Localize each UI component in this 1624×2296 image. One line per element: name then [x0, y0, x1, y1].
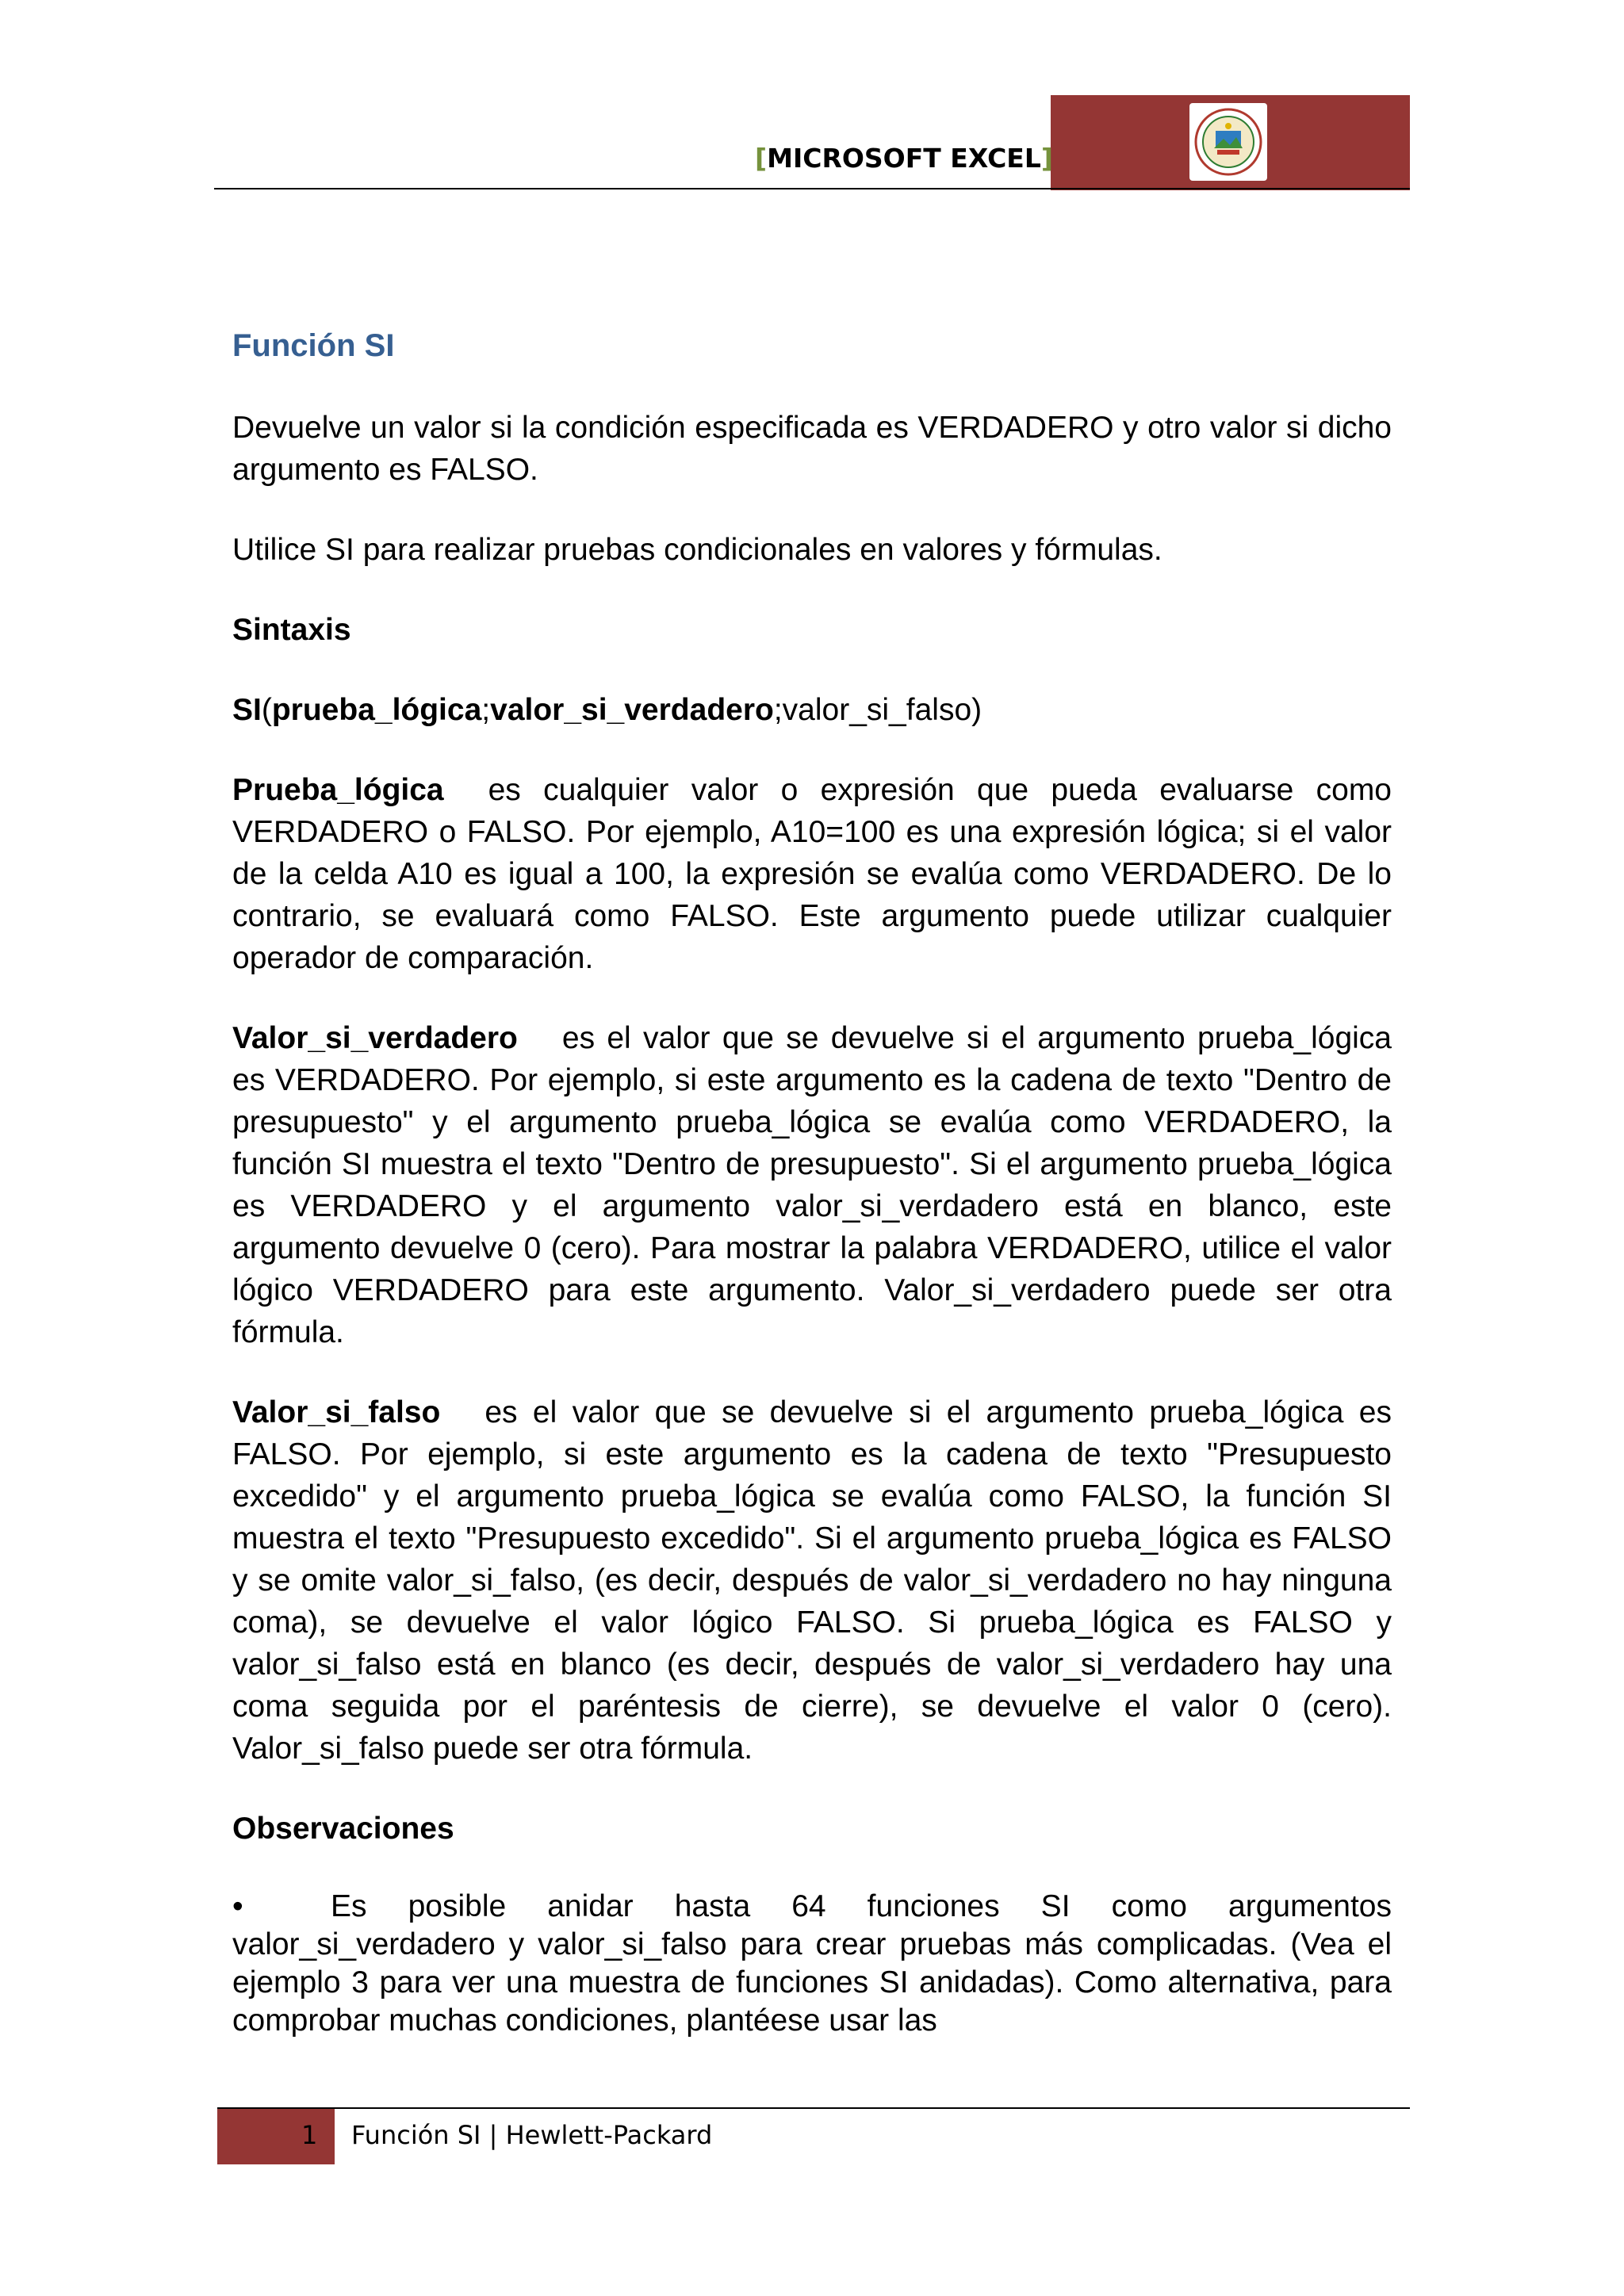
header-title: [MICROSOFT EXCEL]	[755, 143, 1053, 174]
bullet-icon: •	[232, 1889, 243, 1923]
observations-heading: Observaciones	[232, 1812, 454, 1846]
document-body	[232, 325, 1392, 2040]
footer-text: Función SI | Hewlett-Packard	[351, 2120, 713, 2150]
argument-prueba-logica	[232, 769, 1392, 979]
header-rule	[214, 188, 1410, 189]
argument-term: Prueba_lógica	[232, 773, 444, 807]
argument-valor-si-falso	[232, 1391, 1392, 1770]
syntax-line: SI(prueba_lógica;valor_si_verdadero;valor_si_falso)	[232, 693, 982, 727]
syntax-heading: Sintaxis	[232, 613, 351, 647]
page-title: Función SI	[232, 328, 395, 363]
argument-description: es el valor que se devuelve si el argumento prueba_lógica es VERDADERO. Por ejemplo, si este argumento es la cadena de texto "Dentro de presupuesto" y el argumento prueba_lógica se evalúa como VERDADERO, la función SI muestra el texto "Dentro de presupuesto". Si el argumento prueba_lógica es VERDADERO y el argumento valor_si_verdadero está en blanco, este argumento devuelve 0 (cero). Para mostrar la palabra VERDADERO, utilice el valor lógico VERDADERO para este argumento. Valor_si_verdadero puede ser otra fórmula.	[232, 1021, 1392, 1349]
observation-item	[232, 1888, 1392, 2040]
usage-paragraph: Utilice SI para realizar pruebas condicionales en valores y fórmulas.	[232, 533, 1162, 567]
intro-paragraph: Devuelve un valor si la condición especificada es VERDADERO y otro valor si dicho argumento es FALSO.	[232, 411, 1392, 487]
argument-description: es el valor que se devuelve si el argumento prueba_lógica es FALSO. Por ejemplo, si este argumento es la cadena de texto "Presupuesto excedido" y el argumento prueba_lógica se evalúa como FALSO, la función SI muestra el texto "Presupuesto excedido". Si el argumento prueba_lógica es FALSO y se omite valor_si_falso, (es decir, después de valor_si_verdadero no hay ninguna coma), se devuelve el valor lógico FALSO. Si prueba_lógica es FALSO y valor_si_falso está en blanco (es decir, después de valor_si_verdadero hay una coma seguida por el paréntesis de cierre), se devuelve el valor 0 (cero). Valor_si_falso puede ser otra fórmula.	[232, 1395, 1392, 1766]
argument-term: Valor_si_falso	[232, 1395, 441, 1429]
footer-rule	[217, 2107, 1410, 2109]
observation-text: Es posible anidar hasta 64 funciones SI como argumentos valor_si_verdadero y valor_si_falso para crear pruebas más complicadas. (Vea el ejemplo 3 para ver una muestra de funciones SI anidadas). Como alternativa, para comprobar muchas condiciones, plantéese usar las	[232, 1889, 1392, 2038]
argument-valor-si-verdadero	[232, 1017, 1392, 1353]
page-number: 1	[301, 2120, 318, 2150]
argument-term: Valor_si_verdadero	[232, 1021, 518, 1055]
institution-seal-icon	[1189, 103, 1267, 181]
argument-description: es cualquier valor o expresión que pueda evaluarse como VERDADERO o FALSO. Por ejemplo, A10=100 es una expresión lógica; si el valor de la celda A10 es igual a 100, la expresión se evalúa como VERDADERO. De lo contrario, se evaluará como FALSO. Este argumento puede utilizar cualquier operador de comparación.	[232, 773, 1392, 975]
